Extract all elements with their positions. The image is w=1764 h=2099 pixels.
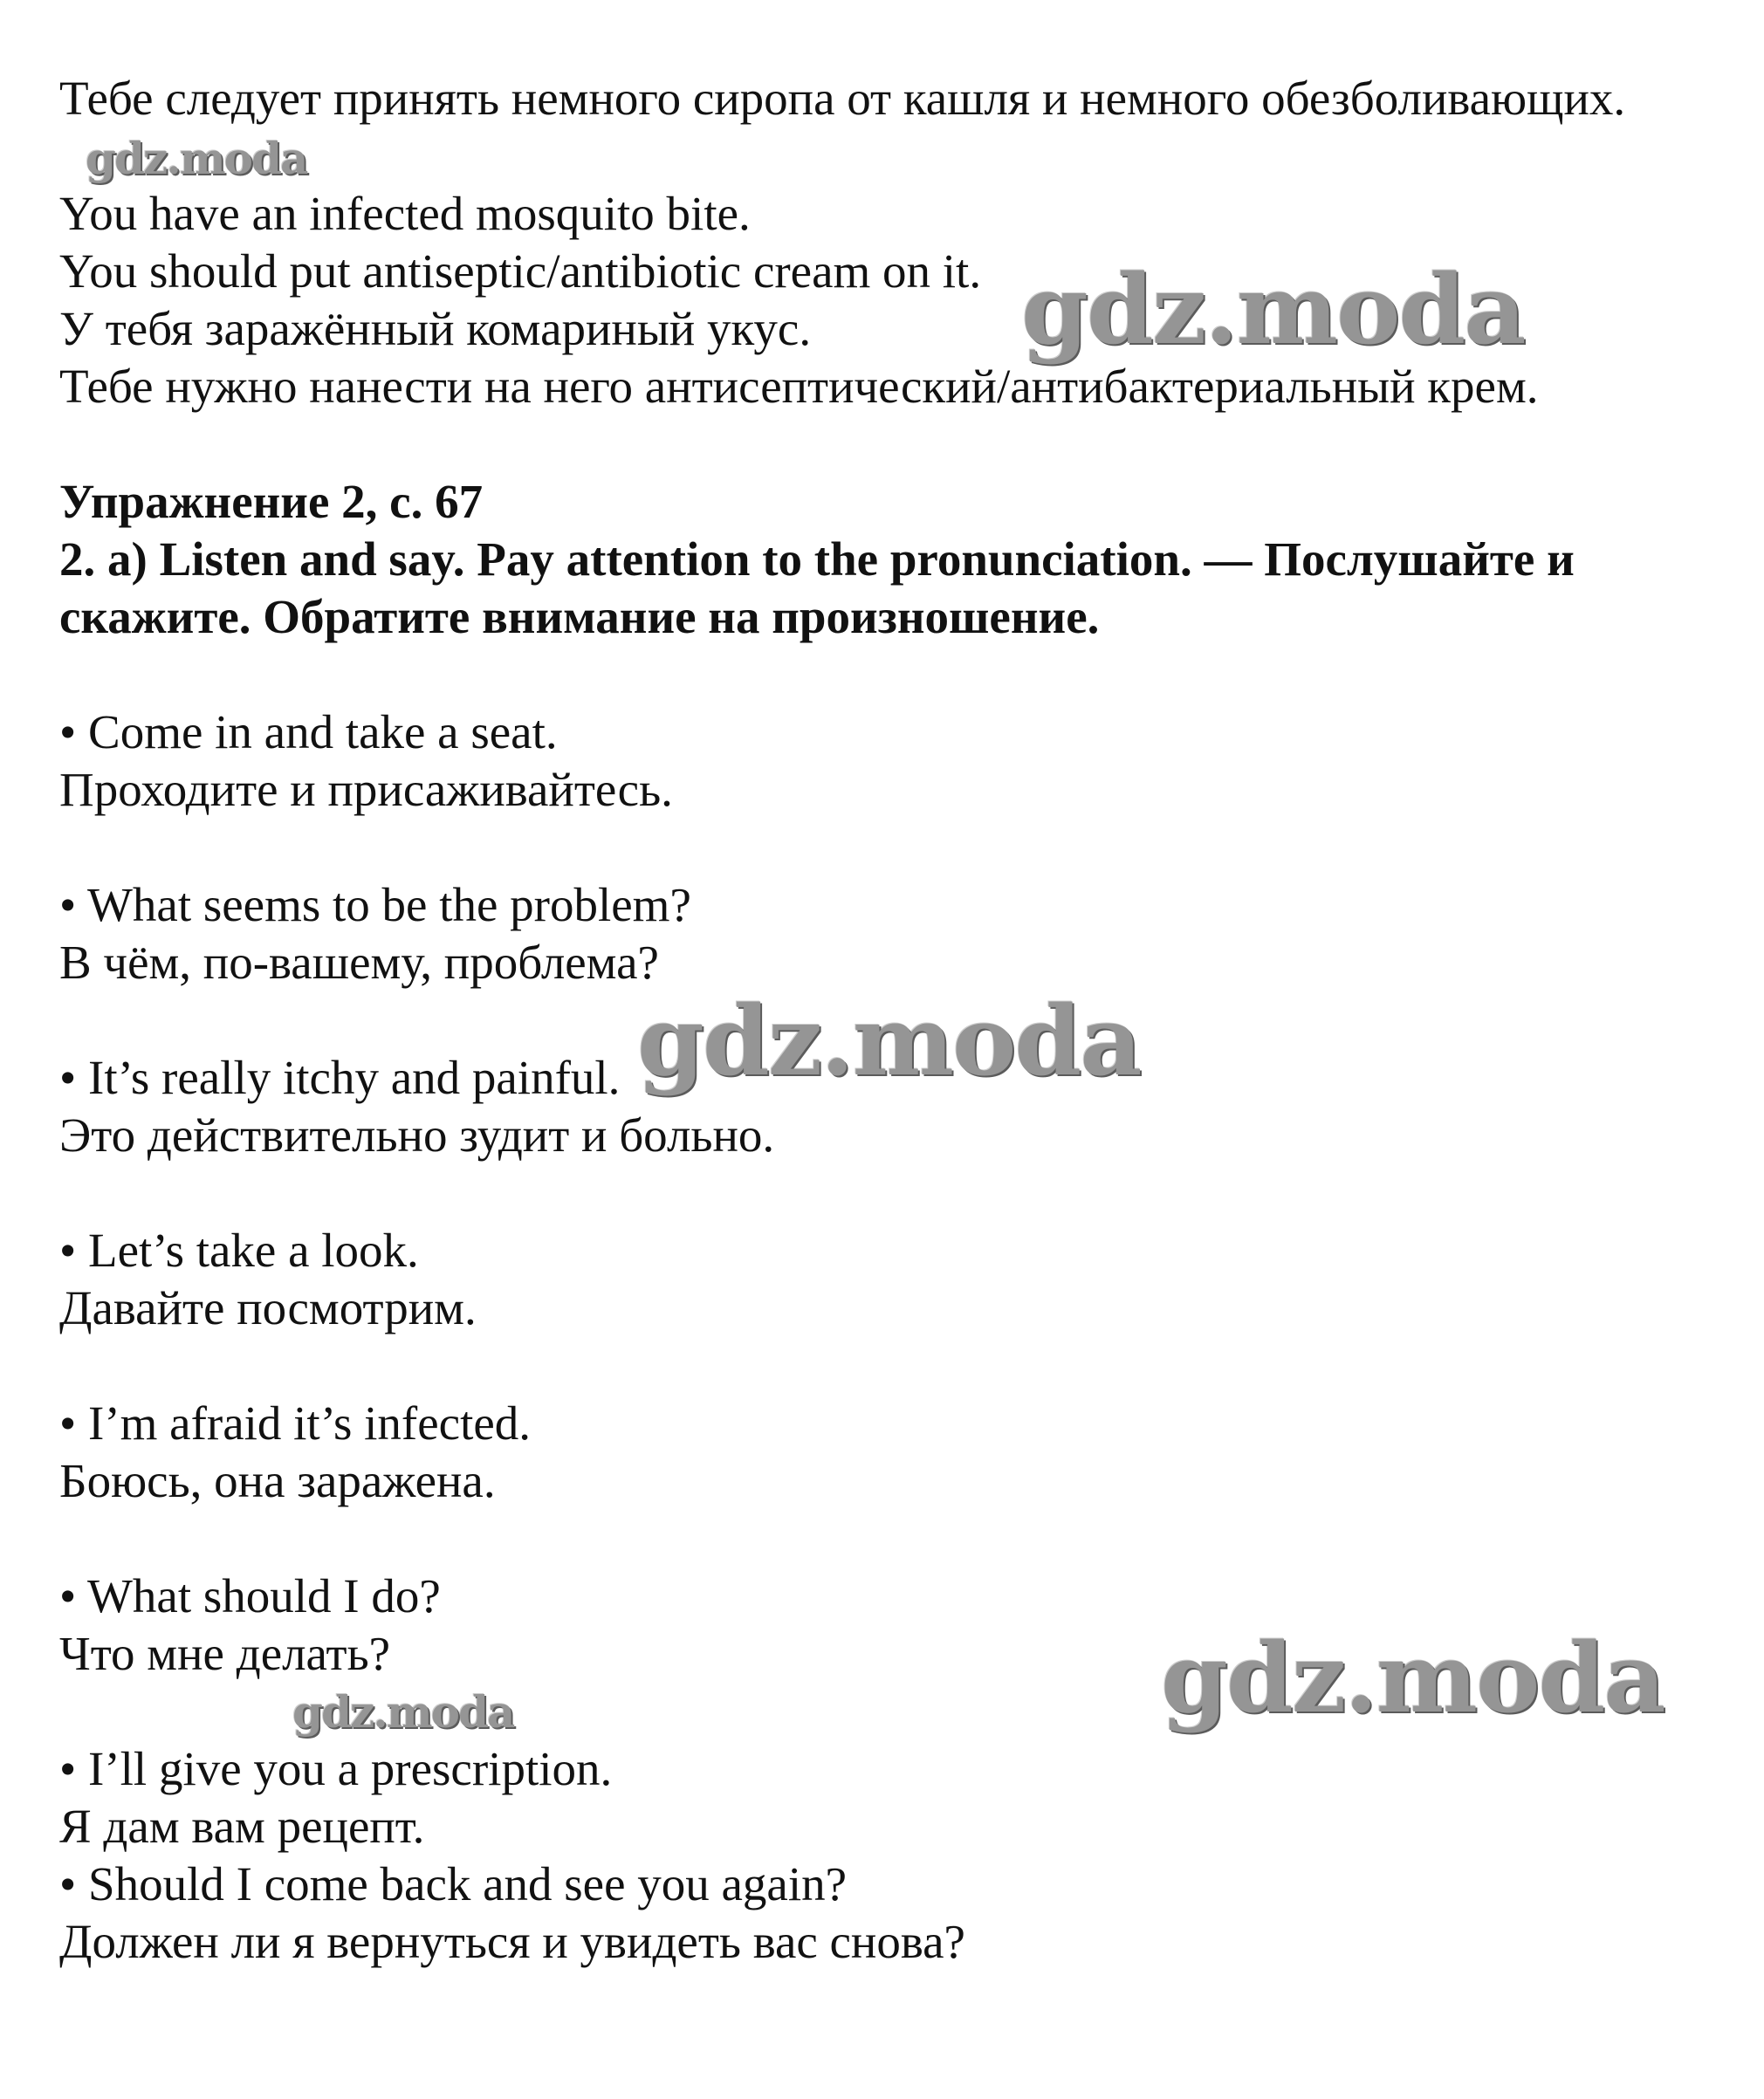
phrase-en: • Come in and take a seat. — [59, 705, 558, 758]
phrase-en: • I’ll give you a prescription. — [59, 1742, 613, 1795]
intro-line-2: You have an infected mosquito bite. — [59, 187, 751, 240]
watermark: gdz.moda — [86, 133, 307, 184]
intro-line-5: Тебе нужно нанести на него антисептический/антибактериальный крем. — [59, 360, 1539, 413]
watermark: gdz.moda — [637, 984, 1141, 1097]
watermark: gdz.moda — [292, 1686, 514, 1738]
phrase-ru: Это действительно зудит и больно. — [59, 1108, 775, 1162]
exercise-heading: Упражнение 2, с. 67 — [59, 475, 484, 528]
phrase-ru: Я дам вам рецепт. — [59, 1800, 425, 1853]
watermark: gdz.moda — [1021, 253, 1525, 366]
phrase-ru: В чём, по-вашему, проблема? — [59, 936, 659, 989]
exercise-instruction-line-2: скажите. Обратите внимание на произношение. — [59, 590, 1100, 643]
watermark: gdz.moda — [1161, 1622, 1664, 1734]
phrase-en: • It’s really itchy and painful. — [59, 1051, 621, 1104]
phrase-ru: Проходите и присаживайтесь. — [59, 763, 673, 816]
intro-line-1: Тебе следует принять немного сиропа от кашля и немного обезболивающих. — [59, 72, 1626, 125]
phrase-ru: Должен ли я вернуться и увидеть вас снова? — [59, 1915, 965, 1968]
exercise-instruction-line-1: 2. a) Listen and say. Pay attention to the pronunciation. — Послушайте и — [59, 532, 1575, 586]
phrase-ru: Что мне делать? — [59, 1627, 391, 1680]
phrase-en: • What seems to be the problem? — [59, 878, 691, 931]
phrase-en: • Should I come back and see you again? — [59, 1857, 848, 1910]
phrase-ru: Боюсь, она заражена. — [59, 1454, 496, 1507]
phrase-en: • I’m afraid it’s infected. — [59, 1396, 532, 1450]
intro-line-3: You should put antiseptic/antibiotic cream on it. — [59, 244, 982, 298]
phrase-en: • What should I do? — [59, 1569, 441, 1622]
phrase-en: • Let’s take a look. — [59, 1224, 419, 1277]
intro-line-4: У тебя заражённый комариный укус. — [59, 302, 812, 355]
phrase-ru: Давайте посмотрим. — [59, 1281, 477, 1334]
